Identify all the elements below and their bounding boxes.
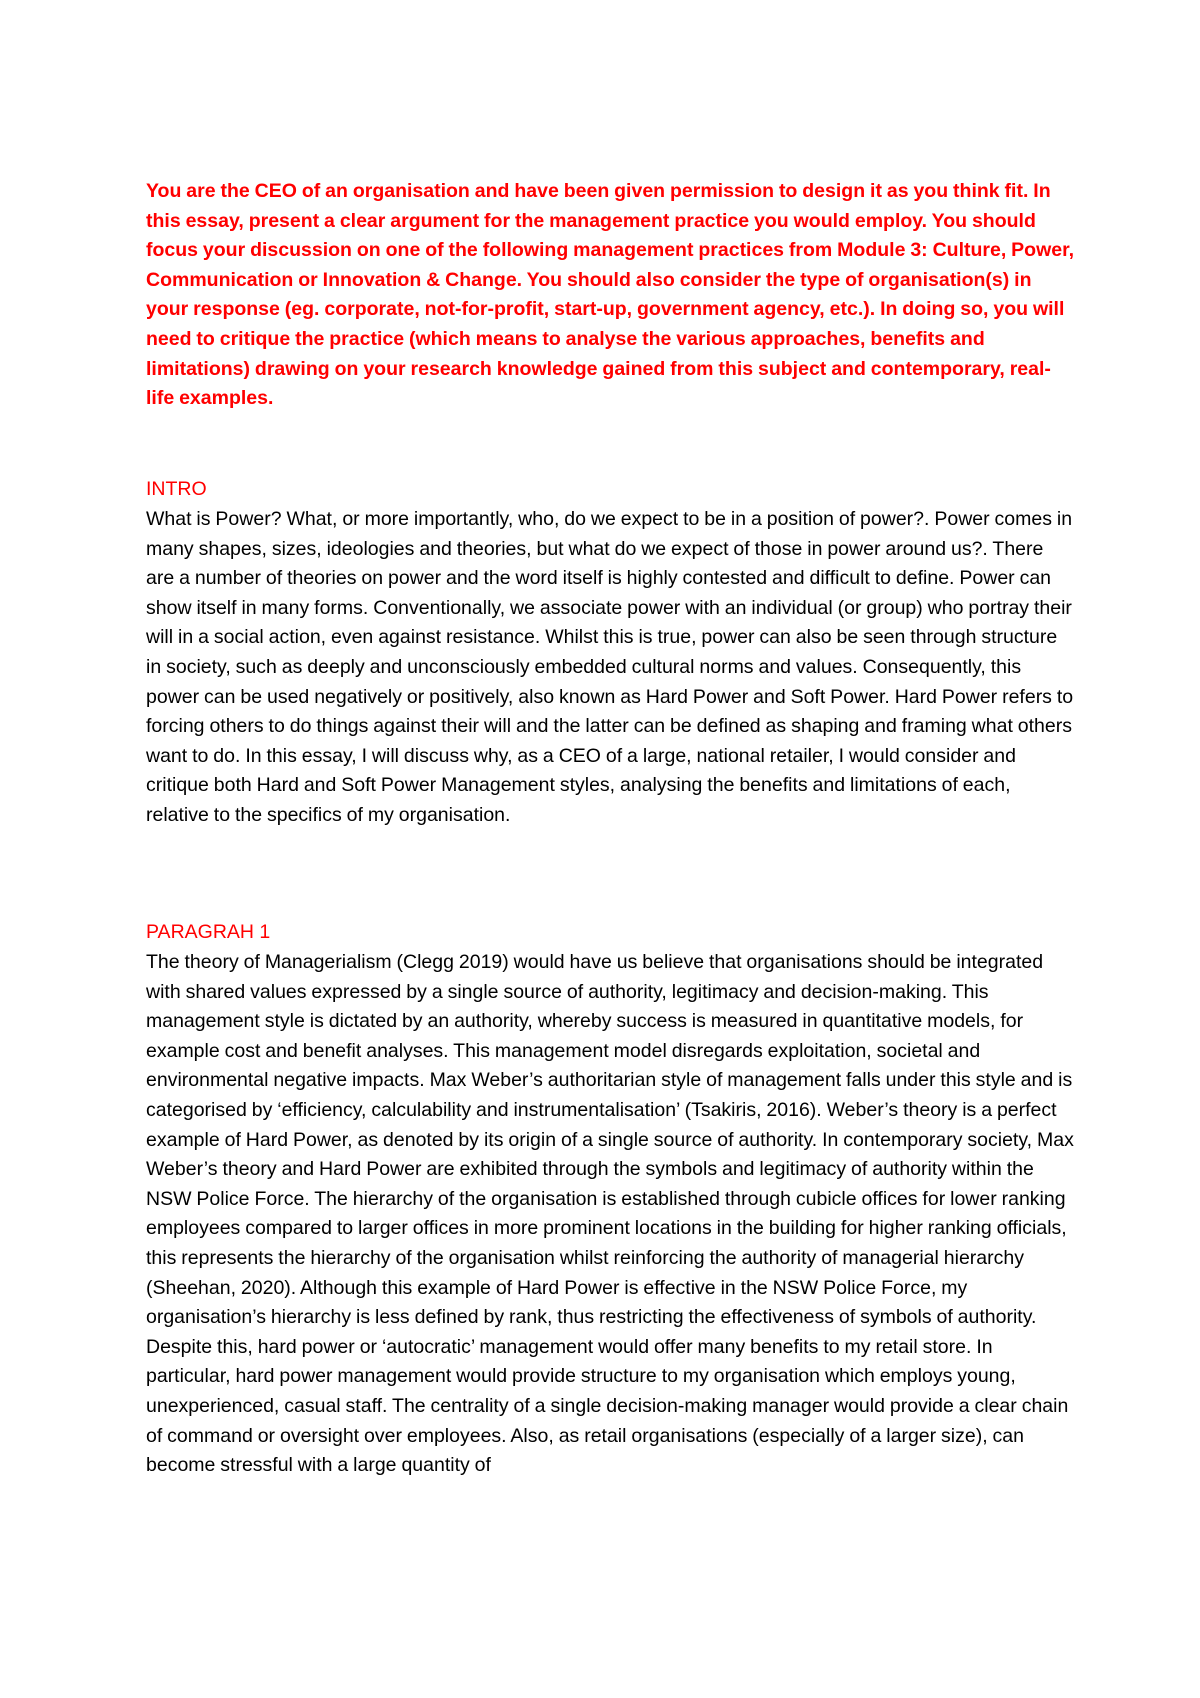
section-body-intro: What is Power? What, or more importantly, who, do we expect to be in a position of power?. Power comes in many shapes, sizes, ideologies and theories, but what do we expect of those in power around us?. There are a number of theories on power and the word itself is highly contested and difficult to define. Power can show itself in many forms. Conventionally, we associate power with an individual (or group) who portray their will in a social action, even against resistance. Whilst this is true, power can also be seen through structure in society, such as deeply and unconsciously embedded cultural norms and values. Consequently, this power can be used negatively or positively, also known as Hard Power and Soft Power. Hard Power refers to forcing others to do things against their will and the latter can be defined as shaping and framing what others want to do. In this essay, I will discuss why, as a CEO of a large, national retailer, I would consider and critique both Hard and Soft Power Management styles, analysing the benefits and limitations of each, relative to the specifics of my organisation. — [146, 508, 1074, 826]
section-heading-paragraph-1: PARAGRAH 1 — [146, 921, 271, 943]
section-heading-intro: INTRO — [146, 478, 207, 500]
section-body-paragraph-1: The theory of Managerialism (Clegg 2019) would have us believe that organisations should be integrated with shared values expressed by a single source of authority, legitimacy and decision-making. This management style is dictated by an authority, whereby success is measured in quantitative models, for example cost and benefit analyses. This management model disregards exploitation, societal and environmental negative impacts. Max Weber’s authoritarian style of management falls under this style and is categorised by ‘efficiency, calculability and instrumentalisation’ (Tsakiris, 2016). Weber’s theory is a perfect example of Hard Power, as denoted by its origin of a single source of authority. In contemporary society, Max Weber’s theory and Hard Power are exhibited through the symbols and legitimacy of authority within the NSW Police Force. The hierarchy of the organisation is established through cubicle offices for lower ranking employees compared to larger offices in more prominent locations in the building for higher ranking officials, this represents the hierarchy of the organisation whilst reinforcing the authority of managerial hierarchy (Sheehan, 2020). Although this example of Hard Power is effective in the NSW Police Force, my organisation’s hierarchy is less defined by rank, thus restricting the effectiveness of symbols of authority. Despite this, hard power or ‘autocratic’ management would offer many benefits to my retail store. In particular, hard power management would provide structure to my organisation which employs young, unexperienced, casual staff. The centrality of a single decision-making manager would provide a clear chain of command or oversight over employees. Also, as retail organisations (especially of a larger size), can become stressful with a large quantity of — [146, 951, 1074, 1477]
essay-prompt: You are the CEO of an organisation and have been given permission to design it as you think fit. In this essay, present a clear argument for the management practice you would employ. You should focus your discussion on one of the following management practices from Module 3: Culture, Power, Communication or Innovation & Change. You should also consider the type of organisation(s) in your response (eg. corporate, not-for-profit, start-up, government agency, etc.). In doing so, you will need to critique the practice (which means to analyse the various approaches, benefits and limitations) drawing on your research knowledge gained from this subject and contemporary, real-life examples. — [146, 180, 1075, 410]
